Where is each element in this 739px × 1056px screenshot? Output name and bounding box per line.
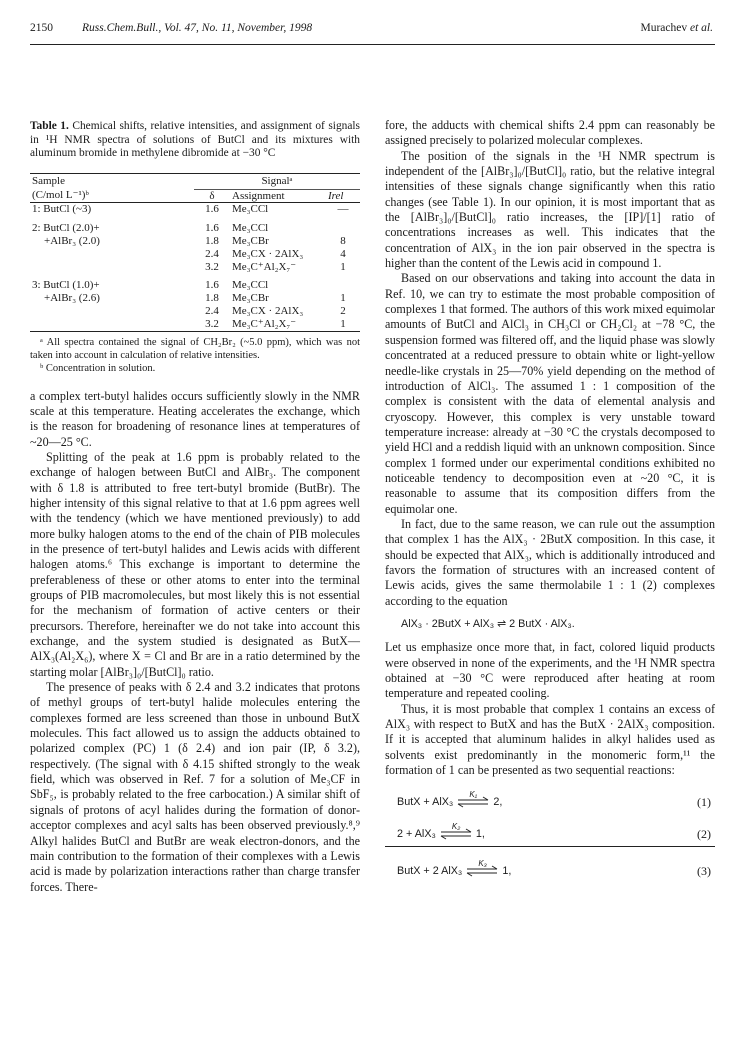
col-signal-header: Signalᵃ (194, 173, 360, 189)
rate-constant: K₁ (469, 790, 478, 800)
right-paragraph: In fact, due to the same reason, we can rule out the assumption that complex 1 has the AlX₃ · 2ButX composition. In this case, it should be expected that AlX₃, which is additionally introduced and favors the formation of structures with an increased content of Lewis acids, gives the same thermolabile 1 : 1 (2) complexes according to the equation (385, 516, 715, 608)
reaction-right: 2, (490, 796, 503, 809)
cell-assign: Me₃C⁺Al₂X₇⁻ (232, 260, 297, 273)
cell-irel: 2 (340, 304, 346, 317)
table-caption (30, 120, 360, 161)
left-paragraph: a complex tert-butyl halides occurs sufficiently slowly in the NMR scale at this temperature. Heating accelerates the exchange, which is the reason for broadening of resonance lines at temperatures of ~20—25 °C. (30, 388, 360, 449)
reaction-left: ButX + AlX₃ (397, 796, 457, 809)
cell-delta: 2.4 (205, 304, 219, 317)
table-label: Table 1. (30, 120, 69, 132)
page-number: 2150 (30, 22, 53, 34)
equilibrium-arrow-icon (465, 859, 499, 877)
col-irel-header: Irel (326, 189, 360, 203)
reaction-equation (385, 859, 512, 879)
cell-delta: 1.6 (205, 222, 219, 235)
table-row (30, 292, 360, 305)
table-row (30, 276, 360, 292)
cell-sample: +AlBr₃ (2.6) (44, 292, 100, 305)
cell-assign: Me₃CCl (232, 222, 269, 235)
equation-number: (3) (697, 864, 711, 879)
cell-sample (30, 248, 194, 261)
equation-number: (2) (697, 827, 711, 842)
table-row (30, 305, 360, 318)
page-header (30, 20, 715, 45)
cell-irel (326, 276, 360, 292)
reaction-line (385, 784, 715, 810)
nmr-table (30, 173, 360, 332)
cell-assign: Me₃CCl (232, 279, 269, 292)
col-sample-header: Sample (32, 175, 65, 188)
cell-assign: Me₃CCl (232, 203, 269, 216)
table-row (30, 318, 360, 331)
cell-delta: 1.8 (205, 234, 219, 247)
left-column (30, 120, 360, 895)
equilibrium-arrow-icon (439, 822, 473, 840)
cell-sample: 3: ButCl (1.0)+ (32, 279, 100, 292)
cell-delta: 1.6 (205, 279, 219, 292)
cell-assign: Me₃C⁺Al₂X₇⁻ (232, 317, 297, 330)
left-body (30, 389, 360, 895)
footnote-a: ᵃ All spectra contained the signal of CH₂Br₂ (~5.0 ppm), which was not taken into account in calculation of relative intensities. (30, 336, 360, 361)
cell-assign: Me₃CBr (232, 292, 269, 305)
col-assign-header: Assignment (230, 189, 326, 203)
cell-assign: Me₃CX · 2AlX₃ (232, 247, 304, 260)
table-row (30, 219, 360, 235)
right-column (385, 118, 715, 883)
table-footnotes (30, 336, 360, 375)
table-row (30, 203, 360, 219)
reaction-right: 1, (499, 865, 512, 878)
cell-sample (30, 305, 194, 318)
cell-sample: 2: ButCl (2.0)+ (32, 222, 100, 235)
table-row (30, 235, 360, 248)
table-body (30, 203, 360, 331)
cell-irel (326, 219, 360, 235)
cell-delta: 2.4 (205, 247, 219, 260)
cell-delta: 3.2 (205, 317, 219, 330)
left-paragraph: Splitting of the peak at 1.6 ppm is probably related to the exchange of halogen between ButCl and AlBr₃. The component with δ 1.8 is attributed to free tert-butyl bromide (ButBr). The higher intensity of this signal relative to that at 1.6 ppm agrees well with the tendency (which we have mentioned previously) to add more bulky halogen atoms to the end of the chain of PIB molecules in the presence of tert-butyl halides and Lewis acids with different halogen atoms.⁶ This exchange is important to determine the preferableness of these or other atoms to enter into the terminal groups of PIB macromolecules, but most likely this is not essential for the mechanism of formation of active centers or their precursors. Therefore, hereinafter we do not take into account this exchange, and the system studied is designated as ButX—AlX₃(Al₂X₆), where X = Cl and Br are in a ratio determined by the starting molar [AlBr₃]₀/[ButCl]₀ ratio. (30, 449, 360, 679)
equation-number: (1) (697, 795, 711, 810)
left-paragraph: The presence of peaks with δ 2.4 and 3.2 indicates that protons of methyl groups of tert-butyl halide molecules entering the complexes formed are less screened than those in unbound ButX molecules. This fact allowed us to assign the adducts obtained to polarized complex (PC) 1 (δ 2.4) and ion pair (IP, δ 3.2), respectively. (The signal with δ 4.15 shifted strongly to the weak field, which was observed in Ref. 7 for a solution of Me₃CF in SbF₅, is probably related to the free carbocation.) A similar shift of signals of protons of acyl halides during the formation of donor-acceptor complexes and acyl salts has been observed previously.⁸,⁹ Alkyl halides ButCl and ButBr are weak electron-donors, and the main contribution to the formation of their complexes with a Lewis acid is made by polarization interactions rather than charge transfer forces. There- (30, 680, 360, 894)
sum-rule (385, 846, 715, 847)
right-paragraph: Based on our observations and taking into account the data in Ref. 10, we can try to estimate the most probable composition of complexes 1 that formed. The authors of this work mixed equimolar amounts of ButCl and AlCl₃ in CH₃Cl or CH₂Cl₂ at −78 °C, the suspension formed was filtered off, and the liquid phase was slowly concentrated at a reduced pressure to obtain white or light-yellow needle-like crystals in 25—70% yield depending on the method of introduction of AlCl₃. The assumed 1 : 1 composition of the complex is consistent with the data of elemental analysis and cryoscopy. However, this complex is very unstable toward temperature increase: already at −30 °C the crystals decomposed to yield HCl and a reddish liquid with an unknown composition. Since complex 1 formed under our experimental conditions exhibited no noticeable tendency to decomposition even at ~20 °C, it is reasonable to assume that its composition differs from the equimolar one. (385, 271, 715, 516)
author-name: Murachev (640, 22, 688, 34)
main-equation: AlX₃ · 2ButX + AlX₃ ⇌ 2 ButX · AlX₃. (401, 618, 575, 630)
cell-irel: 4 (340, 247, 346, 260)
cell-irel: 1 (340, 317, 346, 330)
cell-delta: 1.8 (205, 292, 219, 305)
right-paragraph: The position of the signals in the ¹H NMR spectrum is independent of the [AlBr₃]₀/[ButCl]₀ ratio, but the relative integral intensities of these signals change significantly when this ratio changes (see Table 1). In our opinion, it is most important that as the [AlBr₃]₀/[ButCl]₀ ratio increases, the [IP]/[1] ratio of concentrations increases as well. This indicates that the concentration of AlX₃ in the ion pair observed in the spectra is higher than the content of the Lewis acid in compound 1. (385, 148, 715, 271)
table-row (30, 261, 360, 277)
cell-assign: Me₃CX · 2AlX₃ (232, 304, 304, 317)
cell-sample (30, 318, 194, 331)
col-delta-header: δ (194, 189, 230, 203)
cell-irel: 1 (340, 260, 346, 273)
reaction-left: 2 + AlX₃ (397, 828, 439, 841)
right-paragraph: fore, the adducts with chemical shifts 2.4 ppm can reasonably be assigned precisely to polarized molecular complexes. (385, 118, 715, 148)
reaction-right: 1, (472, 828, 485, 841)
cell-sample: +AlBr₃ (2.0) (44, 234, 100, 247)
rate-constant: K₃ (478, 859, 487, 869)
reaction-left: ButX + 2 AlX₃ (397, 865, 466, 878)
cell-irel: 1 (340, 292, 346, 305)
cell-delta: 3.2 (205, 260, 219, 273)
author-suffix: et al. (690, 22, 713, 34)
journal-citation: Russ.Chem.Bull., Vol. 47, No. 11, November, 1998 (82, 22, 313, 34)
right-paragraph: Let us emphasize once more that, in fact, colored liquid products were observed in none of the experiments, and the ¹H NMR spectra obtained at −30 °C were reproduced after heating at room temperature and repeated cooling. (385, 640, 715, 701)
reaction-line (385, 853, 715, 879)
table-row (30, 248, 360, 261)
cell-delta: 1.6 (205, 203, 219, 216)
right-paragraph: Thus, it is most probable that complex 1 contains an excess of AlX₃ with respect to ButX and has the ButX · 2AlX₃ composition. If it is accepted that aluminum halides in alkyl halides used as solvents exist predominantly in the monomeric form,¹¹ the formation of 1 can be presented as two sequential reactions: (385, 701, 715, 778)
cell-sample: 1: ButCl (~3) (32, 203, 92, 216)
cell-irel: 8 (340, 234, 346, 247)
col-conc-header: (C/mol L⁻¹)ᵇ (30, 189, 194, 203)
equilibrium-arrow-icon (456, 790, 490, 808)
cell-sample (30, 261, 194, 277)
reaction-equation (385, 822, 485, 842)
footnote-b: ᵇ Concentration in solution. (40, 362, 156, 374)
reaction-line (385, 816, 715, 842)
table-caption-text: Chemical shifts, relative intensities, and assignment of signals in ¹H NMR spectra of solutions of ButCl and its mixtures with aluminum bromide in methylene dibromide at −30 °C (30, 120, 360, 160)
reaction-scheme (385, 784, 715, 879)
cell-irel: — (337, 203, 349, 216)
reaction-equation (385, 790, 503, 810)
running-author (641, 22, 714, 34)
cell-assign: Me₃CBr (232, 234, 269, 247)
rate-constant: K₂ (451, 822, 461, 832)
